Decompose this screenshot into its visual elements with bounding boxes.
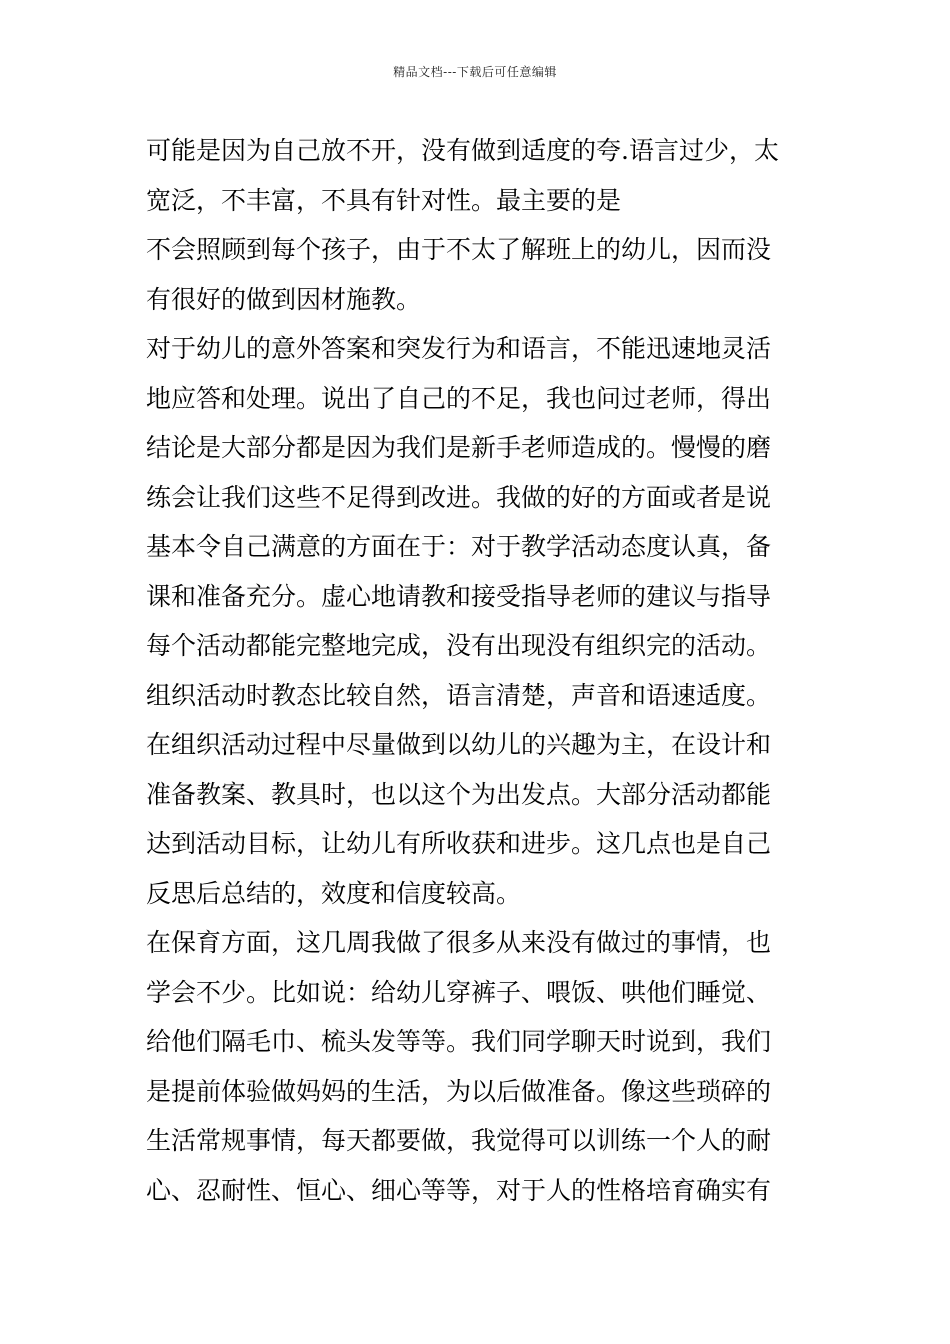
text-line: 生活常规事情，每天都要做，我觉得可以训练一个人的耐 bbox=[146, 1126, 772, 1155]
text-line: 可能是因为自己放不开，没有做到适度的夸.语言过少，太 bbox=[146, 136, 779, 165]
text-line: 不会照顾到每个孩子，由于不太了解班上的幼儿，因而没 bbox=[146, 235, 772, 264]
text-line: 是提前体验做妈妈的生活，为以后做准备。像这些琐碎的 bbox=[146, 1076, 772, 1106]
text-line: 达到活动目标，让幼儿有所收获和进步。这几点也是自己 bbox=[146, 829, 772, 858]
text-line: 练会让我们这些不足得到改进。我做的好的方面或者是说 bbox=[146, 482, 772, 512]
text-line: 课和准备充分。虚心地请教和接受指导老师的建议与指导 bbox=[146, 581, 772, 611]
text-line: 对于幼儿的意外答案和突发行为和语言，不能迅速地灵活 bbox=[146, 334, 772, 363]
text-line: 地应答和处理。说出了自己的不足，我也问过老师，得出 bbox=[146, 383, 772, 413]
page-header: 精品文档---下载后可任意编辑 bbox=[393, 65, 557, 79]
text-line: 组织活动时教态比较自然，语言清楚，声音和语速适度。 bbox=[146, 680, 772, 710]
text-line: 有很好的做到因材施教。 bbox=[146, 284, 422, 314]
text-line: 学会不少。比如说：给幼儿穿裤子、喂饭、哄他们睡觉、 bbox=[146, 977, 772, 1007]
text-line: 结论是大部分都是因为我们是新手老师造成的。慢慢的磨 bbox=[146, 433, 772, 462]
text-line: 每个活动都能完整地完成，没有出现没有组织完的活动。 bbox=[146, 631, 772, 660]
text-line: 心、忍耐性、恒心、细心等等，对于人的性格培育确实有 bbox=[146, 1175, 772, 1205]
text-line: 在组织活动过程中尽量做到以幼儿的兴趣为主，在设计和 bbox=[146, 730, 772, 759]
text-line: 基本令自己满意的方面在于：对于教学活动态度认真，备 bbox=[146, 532, 772, 561]
text-line: 在保育方面，这几周我做了很多从来没有做过的事情，也 bbox=[146, 928, 772, 957]
text-line: 宽泛，不丰富，不具有针对性。最主要的是 bbox=[146, 185, 622, 215]
text-line: 准备教案、教具时，也以这个为出发点。大部分活动都能 bbox=[146, 779, 772, 809]
text-line: 反思后总结的，效度和信度较高。 bbox=[146, 878, 522, 908]
document-body bbox=[146, 126, 816, 1215]
text-line: 给他们隔毛巾、梳头发等等。我们同学聊天时说到，我们 bbox=[146, 1027, 772, 1056]
